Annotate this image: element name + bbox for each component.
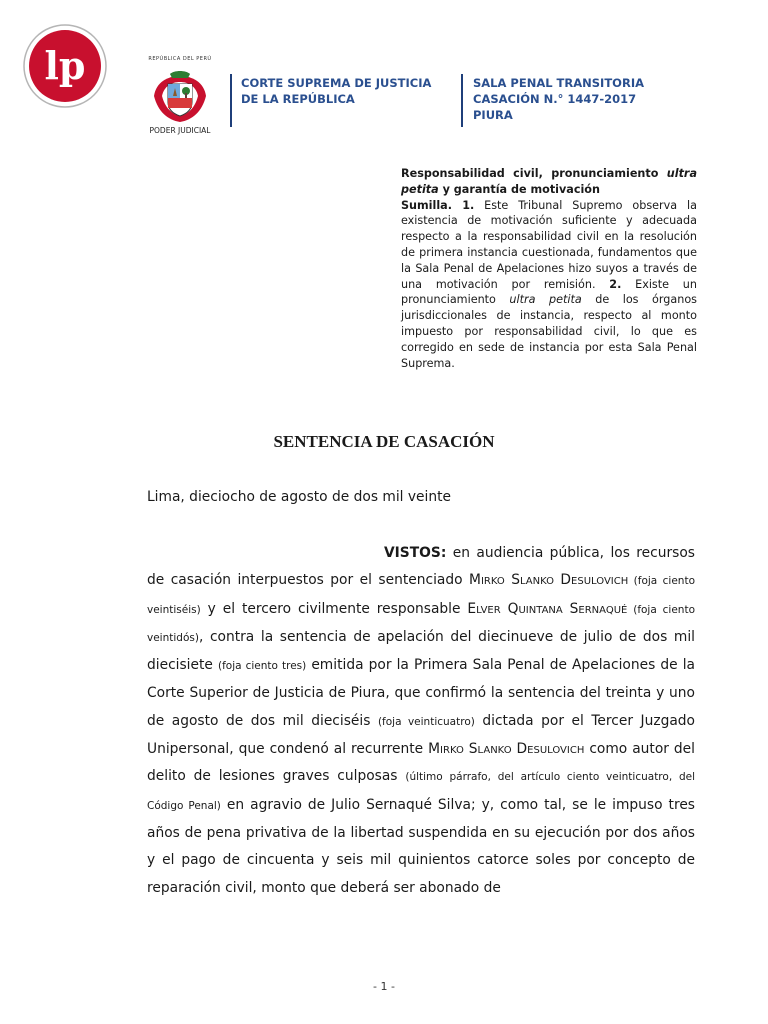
document-title: SENTENCIA DE CASACIÓN [273, 432, 495, 451]
lp-logo [23, 24, 107, 108]
case-number: CASACIÓN N.° 1447-2017 [473, 92, 637, 106]
header-divider-left [230, 74, 232, 127]
summary-heading: Responsabilidad civil, pronunciamiento ultra petita y garantía de motivación [401, 167, 697, 196]
header-divider-right [461, 74, 463, 127]
emblem-bottom-text: PODER JUDICIAL [149, 126, 211, 135]
court-name [241, 75, 431, 107]
emblem-top-text: REPÚBLICA DEL PERÚ [148, 56, 212, 62]
court-name-line2: DE LA REPÚBLICA [241, 92, 355, 106]
poder-judicial-emblem [140, 56, 220, 136]
defendant-name-2: Mirko Slanko Desulovich [428, 741, 585, 758]
page-number: - 1 - [373, 980, 395, 993]
defendant-name: Mirko Slanko Desulovich [469, 572, 629, 589]
case-info [473, 75, 644, 123]
summary-text-2: de los órganos jurisdiccionales de instancia, respecto al monto impuesto por responsabilidad civil, lo que es corregido en sede de instancia por esta Sala Penal Suprema. [401, 293, 697, 370]
court-name-line1: CORTE SUPREMA DE JUSTICIA [241, 76, 432, 90]
body-paragraph: VISTOS: en audiencia pública, los recursos de casación interpuestos por el sentenciado Mirko Slanko Desulovich (foja ciento veintiséis) y el tercero civilmente responsable Elver Quintana Sernaqué (foja ciento veintidós), contra la sentencia de apelación del diecinueve de julio de dos mil diecisiete (foja ciento tres) emitida por la Primera Sala Penal de Apelaciones de la Corte Superior de Justicia de Piura, que confirmó la sentencia del treinta y uno de agosto de dos mil dieciséis (foja veinticuatro) dictada por el Tercer Juzgado Unipersonal, que condenó al recurrente Mirko Slanko Desulovich como autor del delito de lesiones graves culposas (último párrafo, del artículo ciento veinticuatro, del Código Penal) en agravio de Julio Sernaqué Silva; y, como tal, se le impuso tres años de pena privativa de la libertad suspendida en su ejecución por dos años y el pago de cincuenta y seis mil quinientos catorce soles por concepto de reparación civil, monto que deberá ser abonado de [147, 545, 696, 896]
summary-text-1: Este Tribunal Supremo observa la existencia de motivación suficiente y adecuada respecto a la responsabilidad civil en la resolución de primera instancia cuestionada, fundamentos que la Sala Penal de Apelaciones hizo suyos a través de una motivación por remisión. [401, 198, 697, 291]
summary-label: Sumilla. 1. [401, 198, 475, 212]
case-location: PIURA [473, 108, 513, 122]
summary-label-2: 2. [609, 277, 622, 291]
case-summary: Responsabilidad civil, pronunciamiento ultra petita y garantía de motivación Sumilla. 1. Este Tribunal Supremo observa la existencia de motivación suficiente y adecuada respecto a la responsabilidad civil en la resolución de primera instancia cuestionada, fundamentos que la Sala Penal de Apelaciones hizo suyos a través de una motivación por remisión. 2. Existe un pronunciamiento ultra petita de los órganos jurisdiccionales de instancia, respecto al monto impuesto por responsabilidad civil, lo que es corregido en sede de instancia por esta Sala Penal Suprema. [401, 167, 697, 370]
chamber-name: SALA PENAL TRANSITORIA [473, 76, 644, 90]
svg-text:lp: lp [44, 43, 86, 88]
date-line: Lima, dieciocho de agosto de dos mil veinte [147, 489, 452, 505]
peru-coat-of-arms-icon [148, 62, 212, 126]
third-party-name: Elver Quintana Sernaqué [467, 600, 628, 617]
vistos-label: VISTOS: [384, 545, 447, 561]
